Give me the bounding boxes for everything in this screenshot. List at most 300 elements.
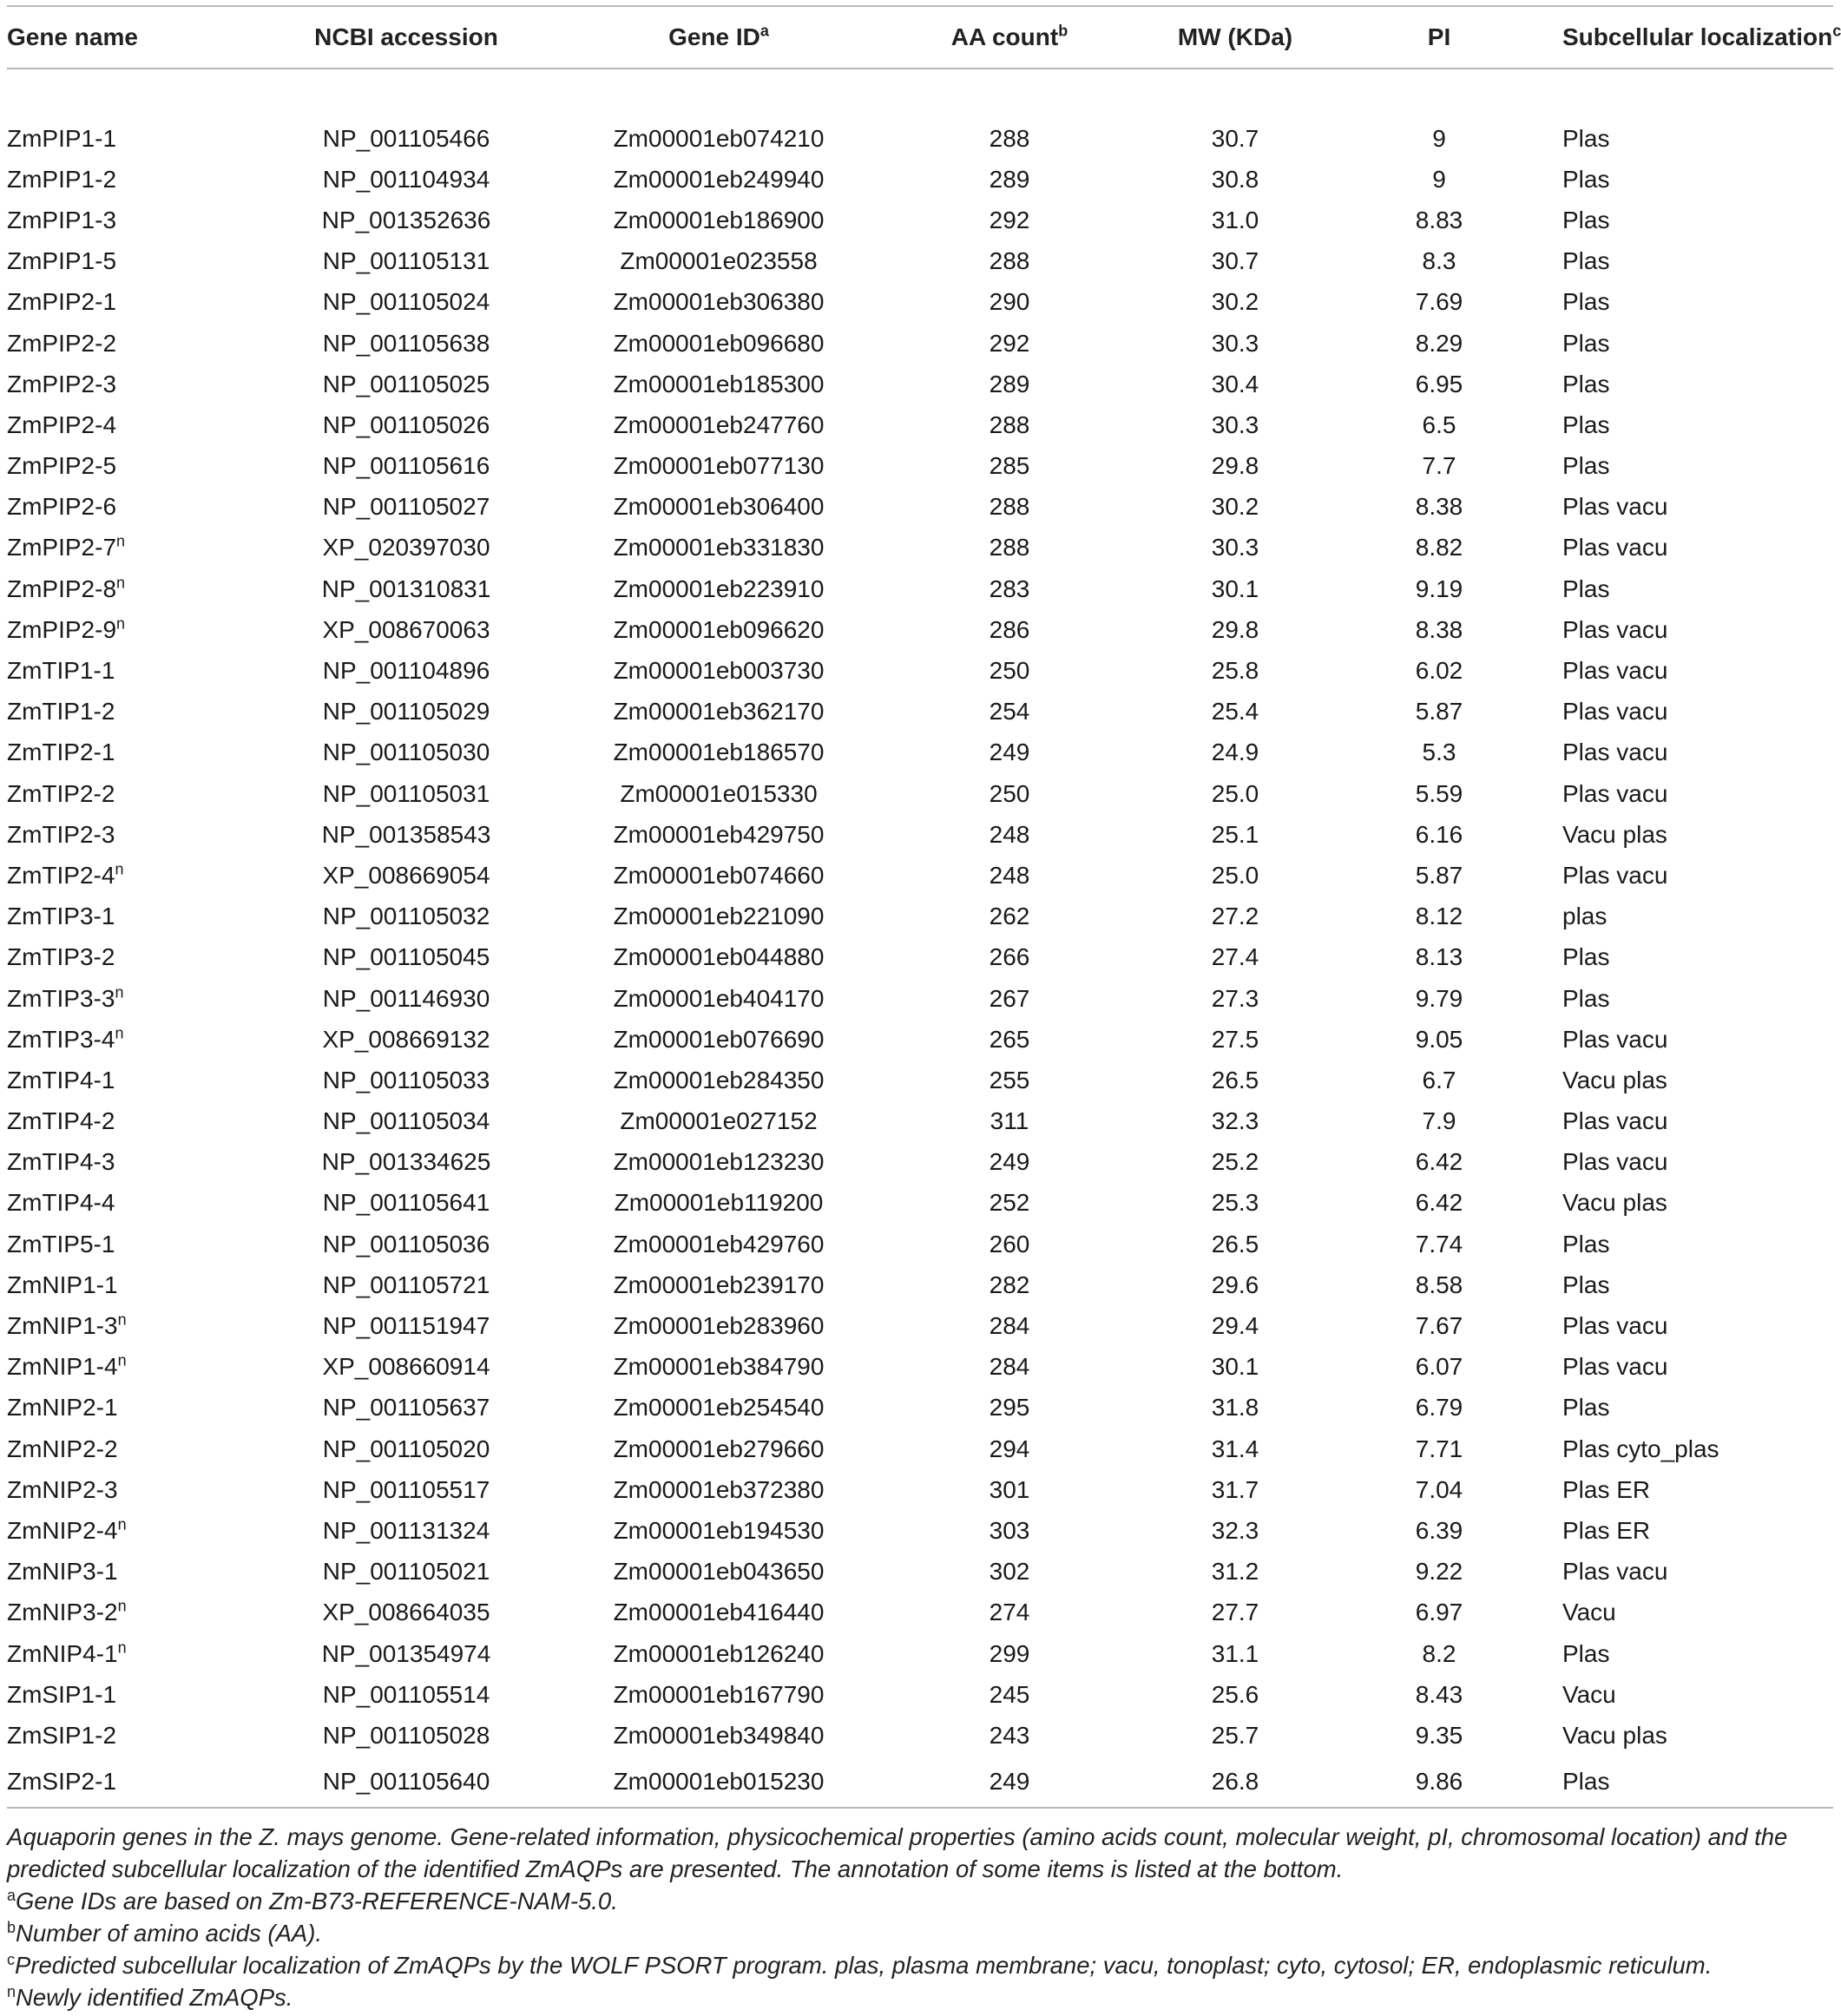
cell-mw: 31.0	[1211, 206, 1259, 233]
cell-subcellular-localization: Plas vacu	[1562, 493, 1668, 521]
table-notes	[7, 1821, 1833, 2013]
cell-gene-id: Zm00001eb123230	[613, 1148, 825, 1176]
cell-aa-count: 290	[989, 288, 1030, 316]
cell-mw: 31.4	[1211, 1435, 1259, 1462]
footnote-mark: n	[116, 574, 126, 592]
cell-aa-count: 260	[989, 1230, 1030, 1258]
cell-aa-count: 249	[989, 1148, 1030, 1176]
cell-ncbi-accession: NP_001105045	[322, 943, 490, 971]
cell-gene-name: ZmPIP2-8$^n$	[7, 574, 126, 602]
cell-gene-name: ZmSIP1-2	[7, 1721, 117, 1749]
table-row	[7, 1224, 1833, 1264]
cell-mw: 31.2	[1211, 1558, 1259, 1586]
table-row	[7, 1552, 1833, 1592]
cell-aa-count: 302	[989, 1558, 1030, 1586]
table-row	[7, 1142, 1833, 1183]
cell-gene-name: ZmSIP2-1	[7, 1757, 259, 1808]
cell-gene-name: ZmTIP1-1	[7, 657, 115, 685]
cell-aa-count: 283	[989, 575, 1030, 602]
cell-gene-id: Zm00001eb003730	[613, 657, 825, 685]
cell-ncbi-accession: NP_001105024	[322, 288, 490, 316]
cell-subcellular-localization: Plas	[1562, 1639, 1610, 1667]
footnote-b: $^b$Number of amino acids (AA).	[7, 1918, 323, 1947]
cell-mw: 31.7	[1211, 1475, 1259, 1503]
cell-ncbi-accession: NP_001146930	[322, 984, 490, 1012]
cell-mw: 30.2	[1211, 493, 1259, 521]
cell-subcellular-localization: Plas vacu	[1562, 1558, 1668, 1586]
cell-mw: 30.3	[1211, 534, 1259, 561]
cell-subcellular-localization: Plas	[1543, 1757, 1833, 1808]
cell-gene-id: Zm00001eb279660	[613, 1435, 825, 1462]
cell-gene-id: Zm00001eb096620	[613, 615, 825, 643]
cell-pi: 8.38	[1415, 615, 1463, 643]
cell-subcellular-localization: Plas vacu	[1562, 739, 1668, 766]
cell-ncbi-accession: NP_001105025	[322, 370, 490, 397]
cell-pi: 8.29	[1415, 329, 1463, 357]
cell-mw: 26.5	[1211, 1230, 1259, 1258]
cell-gene-name: ZmNIP2-2	[7, 1435, 118, 1462]
cell-gene-id: Zm00001e027152	[620, 1107, 818, 1135]
cell-gene-id: Zm00001eb384790	[613, 1353, 825, 1381]
cell-gene-id: Zm00001eb185300	[613, 370, 825, 397]
cell-gene-id: Zm00001eb254540	[613, 1394, 825, 1422]
footnote-mark: n	[115, 860, 124, 878]
cell-ncbi-accession: NP_001105637	[322, 1394, 490, 1422]
cell-aa-count: 248	[989, 820, 1030, 848]
cell-aa-count: 285	[989, 452, 1030, 480]
table-row	[7, 855, 1833, 896]
cell-subcellular-localization: Plas vacu	[1562, 1107, 1668, 1135]
table-row	[7, 241, 1833, 282]
cell-aa-count: 265	[989, 1025, 1030, 1053]
cell-gene-name: ZmTIP2-4$^n$	[7, 860, 124, 889]
table-row	[7, 446, 1833, 487]
cell-subcellular-localization: Plas	[1562, 165, 1610, 193]
cell-ncbi-accession: XP_020397030	[322, 534, 490, 561]
cell-mw: 29.8	[1211, 615, 1259, 643]
cell-gene-name: ZmNIP2-4$^n$	[7, 1515, 127, 1544]
cell-subcellular-localization: Vacu plas	[1562, 820, 1667, 848]
table-row	[7, 773, 1833, 814]
cell-pi: 8.13	[1415, 943, 1463, 971]
cell-pi: 9.35	[1415, 1721, 1463, 1749]
cell-gene-name: ZmTIP4-4	[7, 1189, 115, 1217]
cell-pi: 7.04	[1415, 1475, 1463, 1503]
table-body	[7, 69, 1833, 1808]
cell-aa-count: 252	[989, 1189, 1030, 1217]
cell-gene-name: ZmNIP1-4$^n$	[7, 1351, 127, 1381]
cell-gene-id: Zm00001eb119200	[614, 1189, 824, 1217]
cell-gene-name: ZmTIP4-2	[7, 1107, 115, 1135]
cell-gene-id: Zm00001eb429750	[613, 820, 825, 848]
cell-pi: 6.39	[1415, 1516, 1463, 1544]
cell-gene-id: Zm00001e023558	[620, 247, 818, 275]
cell-gene-id: Zm00001eb239170	[613, 1271, 825, 1298]
cell-pi: 8.82	[1415, 534, 1463, 561]
table-row	[7, 364, 1833, 404]
table-row	[7, 1305, 1833, 1346]
cell-pi: 8.3	[1422, 247, 1456, 275]
cell-subcellular-localization: Plas	[1562, 575, 1610, 602]
table-row	[7, 1264, 1833, 1305]
cell-gene-id: Zm00001eb429760	[613, 1230, 825, 1258]
cell-gene-id: Zm00001eb372380	[613, 1475, 825, 1503]
cell-gene-name: ZmPIP1-3	[7, 206, 117, 233]
footnote-mark: n	[116, 614, 126, 633]
cell-ncbi-accession: XP_008669132	[322, 1025, 490, 1053]
cell-aa-count: 289	[989, 370, 1030, 397]
cell-gene-name: ZmPIP2-7$^n$	[7, 533, 126, 561]
cell-aa-count: 266	[989, 943, 1030, 971]
cell-aa-count: 295	[989, 1394, 1030, 1422]
cell-pi: 9.19	[1415, 575, 1463, 602]
cell-gene-id: Zm00001eb074660	[613, 861, 825, 889]
table-row	[7, 282, 1833, 323]
spacer-row	[7, 69, 1833, 118]
cell-gene-id: Zm00001eb331830	[613, 534, 825, 561]
cell-gene-id: Zm00001eb194530	[613, 1516, 825, 1544]
table-row	[7, 200, 1833, 240]
cell-pi: 6.16	[1415, 820, 1463, 848]
cell-aa-count: 303	[989, 1516, 1030, 1544]
table-row	[7, 1469, 1833, 1510]
header-pi: PI	[1335, 6, 1543, 69]
cell-pi: 9.86	[1335, 1757, 1543, 1808]
cell-aa-count: 284	[989, 1312, 1030, 1340]
cell-aa-count: 299	[989, 1639, 1030, 1667]
cell-gene-name: ZmPIP2-9$^n$	[7, 614, 126, 643]
cell-gene-id: Zm00001eb247760	[613, 410, 825, 438]
cell-gene-name: ZmPIP2-6	[7, 493, 117, 521]
cell-gene-name: ZmTIP1-2	[7, 698, 115, 726]
cell-subcellular-localization: Plas	[1562, 1271, 1610, 1298]
cell-aa-count: 245	[989, 1680, 1030, 1708]
cell-pi: 6.42	[1415, 1189, 1463, 1217]
cell-aa-count: 288	[989, 124, 1030, 152]
cell-pi: 5.87	[1415, 698, 1463, 726]
cell-gene-name: ZmNIP1-3$^n$	[7, 1310, 127, 1340]
table-row	[7, 937, 1833, 978]
cell-gene-name: ZmPIP2-3	[7, 370, 117, 397]
cell-mw: 30.1	[1211, 1353, 1259, 1381]
cell-pi: 6.02	[1415, 657, 1463, 685]
table-row	[7, 1060, 1833, 1100]
header-row	[7, 6, 1833, 69]
cell-subcellular-localization: Plas	[1562, 124, 1610, 152]
cell-pi: 5.87	[1415, 861, 1463, 889]
cell-gene-name: ZmPIP2-1	[7, 288, 117, 316]
cell-gene-id: Zm00001eb044880	[613, 943, 825, 971]
cell-gene-name: ZmPIP1-2	[7, 165, 117, 193]
cell-mw: 30.7	[1211, 124, 1259, 152]
cell-mw: 24.9	[1211, 739, 1259, 766]
cell-mw: 25.2	[1211, 1148, 1259, 1176]
cell-gene-name: ZmTIP4-3	[7, 1148, 115, 1176]
cell-pi: 8.43	[1415, 1680, 1463, 1708]
cell-ncbi-accession: NP_001105031	[322, 779, 490, 807]
cell-gene-name: ZmTIP2-2	[7, 779, 115, 807]
footnote-mark: n	[116, 533, 126, 551]
cell-gene-name: ZmTIP5-1	[7, 1230, 115, 1258]
cell-aa-count: 284	[989, 1353, 1030, 1381]
cell-aa-count: 262	[989, 903, 1030, 930]
cell-subcellular-localization: Plas	[1562, 247, 1610, 275]
cell-mw: 26.8	[1135, 1757, 1335, 1808]
cell-gene-id: Zm00001eb186570	[613, 739, 825, 766]
cell-ncbi-accession: NP_001105638	[322, 329, 490, 357]
cell-mw: 31.1	[1211, 1639, 1259, 1667]
table-row	[7, 323, 1833, 364]
cell-subcellular-localization: Plas vacu	[1562, 1312, 1668, 1340]
cell-ncbi-accession: NP_001104896	[322, 657, 490, 685]
cell-aa-count: 249	[884, 1757, 1135, 1808]
cell-gene-id: Zm00001eb186900	[613, 206, 825, 233]
footnote-mark: c	[1832, 22, 1841, 40]
footnote-mark: b	[1058, 22, 1068, 40]
cell-gene-id: Zm00001eb404170	[613, 984, 825, 1012]
cell-ncbi-accession: NP_001354974	[321, 1639, 491, 1667]
table-row	[7, 404, 1833, 445]
cell-subcellular-localization: Plas	[1562, 370, 1610, 397]
cell-pi: 6.79	[1415, 1394, 1463, 1422]
cell-gene-name: ZmNIP4-1$^n$	[7, 1638, 127, 1667]
cell-subcellular-localization: Plas vacu	[1562, 534, 1668, 561]
cell-pi: 6.95	[1415, 370, 1463, 397]
table-row	[7, 896, 1833, 937]
cell-subcellular-localization: Plas vacu	[1562, 1025, 1668, 1053]
cell-ncbi-accession: XP_008670063	[322, 615, 490, 643]
cell-mw: 27.3	[1211, 984, 1259, 1012]
cell-subcellular-localization: Plas vacu	[1562, 698, 1668, 726]
cell-ncbi-accession: NP_001105033	[322, 1066, 490, 1093]
cell-mw: 30.8	[1211, 165, 1259, 193]
cell-gene-id: Zm00001eb284350	[613, 1066, 825, 1093]
cell-aa-count: 274	[989, 1599, 1030, 1626]
cell-pi: 9.05	[1415, 1025, 1463, 1053]
cell-aa-count: 288	[989, 534, 1030, 561]
footnote-a: $^a$Gene IDs are based on Zm-B73-REFERENCE-NAM-5.0.	[7, 1886, 618, 1914]
cell-ncbi-accession: NP_001105721	[322, 1271, 490, 1298]
cell-gene-id: Zm00001eb096680	[613, 329, 825, 357]
table-row	[7, 1388, 1833, 1428]
cell-subcellular-localization: Plas vacu	[1562, 657, 1668, 685]
footnote-mark: n	[115, 983, 124, 1001]
table-row	[7, 118, 1833, 159]
cell-gene-id: Zm00001eb076690	[613, 1025, 825, 1053]
cell-pi: 6.5	[1422, 410, 1456, 438]
cell-ncbi-accession: XP_008669054	[322, 861, 490, 889]
cell-gene-name: ZmPIP1-1	[7, 124, 117, 152]
cell-ncbi-accession: NP_001151947	[322, 1312, 490, 1340]
cell-mw: 25.6	[1211, 1680, 1259, 1708]
cell-gene-name: ZmPIP2-5	[7, 452, 117, 480]
cell-subcellular-localization: Plas ER	[1562, 1516, 1651, 1544]
table-row	[7, 528, 1833, 568]
cell-ncbi-accession: NP_001131324	[322, 1516, 490, 1544]
cell-pi: 9.79	[1415, 984, 1463, 1012]
cell-subcellular-localization: Plas	[1562, 1230, 1610, 1258]
header-gene-id: Gene $ID^a$	[554, 6, 884, 69]
cell-pi: 6.42	[1415, 1148, 1463, 1176]
table-row	[7, 1674, 1833, 1715]
cell-ncbi-accession: NP_001105027	[322, 493, 490, 521]
cell-gene-name: ZmNIP2-3	[7, 1475, 118, 1503]
cell-aa-count: 288	[989, 493, 1030, 521]
cell-ncbi-accession: XP_008660914	[322, 1353, 490, 1381]
table-row	[7, 1183, 1833, 1224]
cell-ncbi-accession: NP_001105640	[259, 1757, 554, 1808]
cell-subcellular-localization: Plas	[1562, 984, 1610, 1012]
cell-subcellular-localization: Vacu	[1562, 1599, 1616, 1626]
cell-gene-id: Zm00001eb306400	[613, 493, 825, 521]
cell-gene-id: Zm00001eb077130	[613, 452, 825, 480]
cell-mw: 25.4	[1211, 698, 1259, 726]
cell-ncbi-accession: NP_001105466	[322, 124, 490, 152]
cell-subcellular-localization: Plas	[1562, 452, 1610, 480]
cell-ncbi-accession: NP_001105034	[322, 1107, 490, 1135]
cell-mw: 29.4	[1211, 1312, 1259, 1340]
cell-subcellular-localization: Plas vacu	[1562, 615, 1668, 643]
table-row	[7, 978, 1833, 1019]
document-page	[7, 5, 1841, 2013]
cell-gene-name: ZmSIP1-1	[7, 1680, 117, 1708]
cell-aa-count: 292	[989, 329, 1030, 357]
cell-gene-id: Zm00001eb416440	[613, 1599, 825, 1626]
cell-ncbi-accession: NP_001105029	[322, 698, 490, 726]
table-row	[7, 1510, 1833, 1551]
cell-ncbi-accession: NP_001105641	[322, 1189, 490, 1217]
cell-subcellular-localization: plas	[1562, 903, 1608, 930]
table-row	[7, 1633, 1833, 1674]
cell-subcellular-localization: Vacu plas	[1562, 1066, 1667, 1093]
cell-aa-count: 254	[989, 698, 1030, 726]
cell-mw: 25.7	[1211, 1721, 1259, 1749]
cell-aa-count: 289	[989, 165, 1030, 193]
aquaporin-table	[7, 5, 1841, 1809]
cell-mw: 25.1	[1211, 820, 1259, 848]
cell-mw: 26.5	[1211, 1066, 1259, 1093]
cell-mw: 27.5	[1211, 1025, 1259, 1053]
table-row	[7, 1347, 1833, 1388]
table-row	[7, 1592, 1833, 1633]
cell-gene-name: ZmNIP1-1	[7, 1271, 118, 1298]
cell-gene-id: Zm00001eb167790	[613, 1680, 825, 1708]
cell-gene-name: ZmTIP2-1	[7, 739, 115, 766]
table-row	[7, 814, 1833, 855]
cell-ncbi-accession: NP_001105514	[322, 1680, 490, 1708]
cell-gene-name: ZmPIP2-4	[7, 410, 117, 438]
cell-subcellular-localization: Vacu plas	[1562, 1189, 1667, 1217]
cell-ncbi-accession: NP_001104934	[322, 165, 490, 193]
cell-mw: 30.1	[1211, 575, 1259, 602]
footnote-mark: a	[759, 22, 769, 40]
table-row	[7, 1757, 1833, 1808]
cell-ncbi-accession: NP_001310831	[321, 575, 491, 602]
cell-gene-id: Zm00001eb221090	[613, 903, 825, 930]
cell-ncbi-accession: NP_001105028	[322, 1721, 490, 1749]
cell-gene-name: ZmTIP3-2	[7, 943, 115, 971]
cell-pi: 6.07	[1415, 1353, 1463, 1381]
cell-gene-name: ZmTIP3-4$^n$	[7, 1024, 124, 1053]
cell-aa-count: 288	[989, 410, 1030, 438]
cell-ncbi-accession: NP_001105616	[322, 452, 490, 480]
footnote-mark: n	[117, 1310, 127, 1329]
cell-aa-count: 243	[989, 1721, 1030, 1749]
table-row	[7, 609, 1833, 650]
cell-mw: 29.6	[1211, 1271, 1259, 1298]
cell-gene-name: ZmTIP3-3$^n$	[7, 983, 124, 1012]
cell-aa-count: 249	[989, 739, 1030, 766]
cell-ncbi-accession: NP_001105021	[322, 1558, 490, 1586]
table-caption: Aquaporin genes in the Z. mays genome. Gene-related information, physicochemical properties (amino acids count, molecular weight, pI, chromosomal location) and the predicted subcellular localization of the identified ZmAQPs are presented. The annotation of some items is listed at the bottom.	[7, 1822, 1788, 1882]
cell-mw: 25.8	[1211, 657, 1259, 685]
cell-pi: 5.59	[1415, 779, 1463, 807]
table-row	[7, 487, 1833, 528]
header-subcellular-localization: Subcellular localization$^c$	[1543, 6, 1833, 69]
cell-pi: 7.69	[1415, 288, 1463, 316]
cell-gene-id: Zm00001eb283960	[613, 1312, 825, 1340]
cell-pi: 7.67	[1415, 1312, 1463, 1340]
cell-pi: 8.2	[1422, 1639, 1456, 1667]
cell-pi: 6.97	[1415, 1599, 1463, 1626]
cell-pi: 9.22	[1415, 1558, 1463, 1586]
cell-pi: 9	[1432, 165, 1446, 193]
footnote-mark: n	[117, 1638, 127, 1657]
table-row	[7, 650, 1833, 691]
footnote-c: $^c$Predicted subcellular localization of ZmAQPs by the WOLF PSORT program. plas, plasma membrane; vacu, tonoplast; cyto, cytosol; ER, endoplasmic reticulum.	[7, 1950, 1713, 1979]
cell-gene-name: ZmPIP1-5	[7, 247, 117, 275]
cell-ncbi-accession: NP_001105032	[322, 903, 490, 930]
cell-gene-id: Zm00001eb362170	[613, 698, 825, 726]
cell-gene-name: ZmNIP3-2$^n$	[7, 1598, 127, 1626]
footnote-mark: n	[117, 1351, 127, 1369]
table-row	[7, 732, 1833, 773]
header-aa-count: AA count$^b$	[884, 6, 1135, 69]
footnote-mark: n	[115, 1024, 124, 1042]
cell-mw: 32.3	[1211, 1516, 1259, 1544]
cell-gene-name: ZmNIP3-1	[7, 1558, 118, 1586]
cell-subcellular-localization: Plas	[1562, 410, 1610, 438]
cell-aa-count: 267	[989, 984, 1030, 1012]
table-row	[7, 1101, 1833, 1142]
cell-ncbi-accession: NP_001358543	[321, 820, 491, 848]
cell-pi: 8.83	[1415, 206, 1463, 233]
cell-subcellular-localization: Vacu	[1562, 1680, 1616, 1708]
cell-mw: 25.0	[1211, 779, 1259, 807]
cell-mw: 30.4	[1211, 370, 1259, 397]
cell-gene-id: Zm00001eb043650	[613, 1558, 825, 1586]
cell-ncbi-accession: NP_001105036	[322, 1230, 490, 1258]
cell-gene-id: Zm00001eb015230	[554, 1757, 884, 1808]
cell-subcellular-localization: Plas	[1562, 288, 1610, 316]
cell-aa-count: 282	[989, 1271, 1030, 1298]
cell-aa-count: 288	[989, 247, 1030, 275]
table-row	[7, 1019, 1833, 1060]
table-header	[7, 6, 1841, 69]
cell-pi: 7.71	[1415, 1435, 1463, 1462]
cell-subcellular-localization: Plas vacu	[1562, 861, 1668, 889]
cell-gene-id: Zm00001eb349840	[613, 1721, 825, 1749]
footnote-mark: n	[117, 1515, 127, 1533]
cell-mw: 25.3	[1211, 1189, 1259, 1217]
cell-gene-id: Zm00001eb249940	[613, 165, 825, 193]
table-row	[7, 1715, 1833, 1756]
cell-gene-id: Zm00001eb223910	[613, 575, 825, 602]
table-row	[7, 1428, 1833, 1469]
cell-ncbi-accession: XP_008664035	[322, 1599, 490, 1626]
cell-subcellular-localization: Plas	[1562, 1394, 1610, 1422]
cell-gene-name: ZmTIP3-1	[7, 903, 115, 930]
